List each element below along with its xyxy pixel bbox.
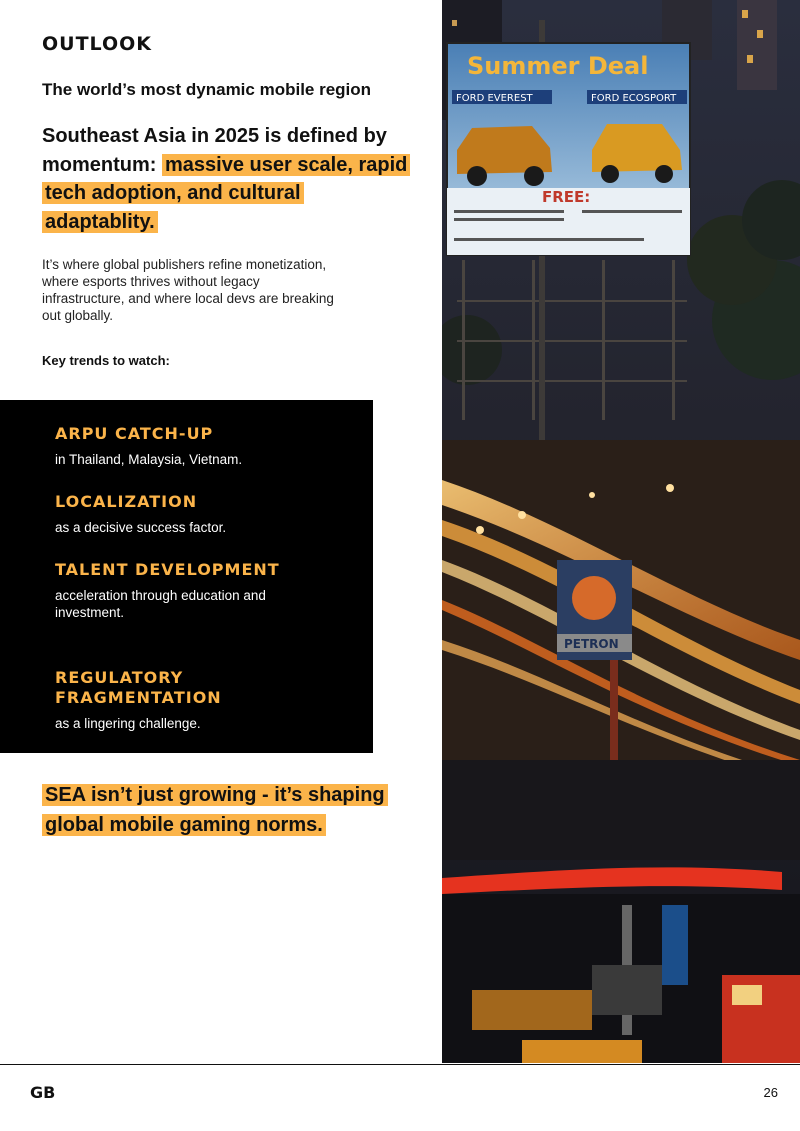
trend-desc: in Thailand, Malaysia, Vietnam.	[55, 452, 243, 467]
trend-desc: as a lingering challenge.	[55, 716, 201, 731]
headline	[42, 122, 412, 236]
trend-desc: as a decisive success factor.	[55, 520, 227, 535]
billboard-title: Summer Deal	[467, 52, 649, 80]
footer-logo: GB	[30, 1083, 56, 1102]
billboard-left: FORD EVEREST	[456, 93, 533, 104]
trends-label: Key trends to watch:	[42, 353, 170, 368]
trend-title: TALENT DEVELOPMENT	[55, 560, 280, 579]
city-night-photo	[442, 0, 800, 1063]
trend-title: LOCALIZATION	[55, 492, 198, 511]
footer-rule	[0, 1064, 800, 1065]
trend-item	[55, 668, 305, 732]
section-title: OUTLOOK	[42, 33, 152, 55]
trends-box	[0, 400, 373, 753]
closing-statement	[42, 780, 402, 840]
trend-title: ARPU CATCH-UP	[55, 424, 214, 443]
trend-item	[55, 560, 285, 621]
billboard-free: FREE:	[542, 188, 591, 206]
trend-title: REGULATORY FRAGMENTATION	[55, 668, 222, 707]
closing-highlight: SEA isn’t just growing - it’s shaping global mobile gaming norms.	[42, 784, 388, 836]
billboard-right: FORD ECOSPORT	[591, 93, 677, 104]
trend-item	[55, 492, 355, 536]
page-number: 26	[763, 1085, 778, 1100]
intro-paragraph: It’s where global publishers refine monetization, where esports thrives without legacy infrastructure, and where local devs are breaking out globally.	[42, 257, 334, 323]
trend-item	[55, 424, 355, 468]
headline-plain: Southeast Asia in 2025 is defined by momentum:	[42, 125, 387, 176]
page-subtitle: The world’s most dynamic mobile region	[42, 80, 372, 99]
trend-desc: acceleration through education and investment.	[55, 588, 266, 620]
headline-highlight: massive user scale, rapid tech adoption, and cultural adaptablity.	[42, 154, 410, 233]
petron-sign: PETRON	[564, 637, 619, 651]
